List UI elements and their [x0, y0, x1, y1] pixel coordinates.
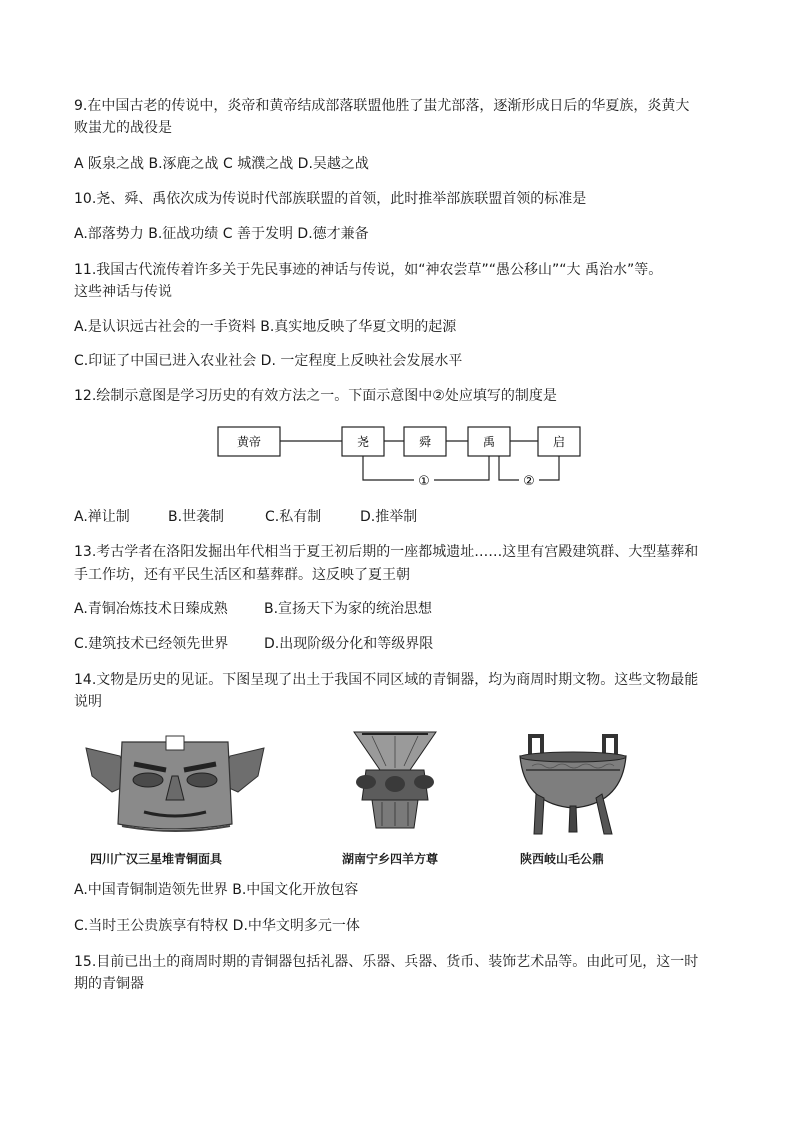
diagram-box-huangdi — [218, 427, 280, 456]
q15-stem-line1: 15.目前已出土的商周时期的青铜器包括礼器、乐器、兵器、货币、装饰艺术品等。由此可见，这一时 — [74, 954, 699, 970]
q9-stem-line2: 败蚩尤的战役是 — [74, 120, 172, 136]
q13-option-b: B.宣扬天下为家的统治思想 — [264, 601, 433, 617]
q14-stem-line2: 说明 — [74, 694, 102, 710]
succession-diagram — [216, 422, 586, 492]
q14-options-ab: A.中国青铜制造领先世界 B.中国文化开放包容 — [74, 882, 359, 898]
caption-four-ram-zun: 湖南宁乡四羊方尊 — [342, 852, 439, 866]
q10-stem: 10.尧、舜、禹依次成为传说时代部族联盟的首领，此时推举部族联盟首领的标准是 — [74, 191, 587, 207]
diagram-box-qi — [538, 427, 580, 456]
svg-text:尧: 尧 — [356, 435, 370, 449]
q13-option-d: D.出现阶级分化和等级界限 — [264, 636, 434, 652]
caption-sanxingdui-mask: 四川广汉三星堆青铜面具 — [90, 852, 223, 866]
q11-options-ab: A.是认识远古社会的一手资料 B.真实地反映了华夏文明的起源 — [74, 319, 457, 335]
q12-option-a: A.禅让制 — [74, 509, 130, 525]
diagram-marker-2: ② — [523, 474, 535, 489]
sanxingdui-mask-image — [82, 734, 268, 838]
q15-stem-line2: 期的青铜器 — [74, 976, 144, 992]
diagram-marker-1: ① — [418, 474, 430, 489]
q13-stem-line2: 手工作坊，还有平民生活区和墓葬群。这反映了夏王朝 — [74, 567, 410, 583]
svg-text:黄帝: 黄帝 — [236, 435, 262, 449]
q13-option-c: C.建筑技术已经领先世界 — [74, 636, 229, 652]
q13-option-a: A.青铜冶炼技术日臻成熟 — [74, 601, 228, 617]
svg-text:禹: 禹 — [482, 435, 496, 449]
q9-stem-line1: 9.在中国古老的传说中，炎帝和黄帝结成部落联盟他胜了蚩尤部落，逐渐形成日后的华夏族，炎黄大 — [74, 98, 690, 114]
maogong-ding-image — [514, 732, 632, 838]
q12-stem: 12.绘制示意图是学习历史的有效方法之一。下面示意图中②处应填写的制度是 — [74, 388, 557, 404]
q10-options: A.部落势力 B.征战功绩 C 善于发明 D.德才兼备 — [74, 226, 369, 242]
svg-text:启: 启 — [552, 435, 566, 449]
q12-option-c: C.私有制 — [265, 509, 322, 525]
svg-text:舜: 舜 — [418, 435, 432, 449]
q11-options-cd: C.印证了中国已进入农业社会 D. 一定程度上反映社会发展水平 — [74, 353, 463, 369]
q13-stem-line1: 13.考古学者在洛阳发掘出年代相当于夏王初后期的一座都城遗址……这里有宫殿建筑群、大型墓葬和 — [74, 544, 699, 560]
q11-stem-line2: 这些神话与传说 — [74, 284, 172, 300]
q12-option-b: B.世袭制 — [168, 509, 225, 525]
q14-options-cd: C.当时王公贵族享有特权 D.中华文明多元一体 — [74, 918, 360, 934]
diagram-box-shun — [404, 427, 446, 456]
diagram-box-yao — [342, 427, 384, 456]
diagram-box-yu — [468, 427, 510, 456]
caption-maogong-ding: 陕西岐山毛公鼎 — [520, 852, 605, 866]
q9-options: A 阪泉之战 B.涿鹿之战 C 城濮之战 D.吴越之战 — [74, 156, 369, 172]
q11-stem-line1: 11.我国古代流传着许多关于先民事迹的神话与传说，如“神农尝草”“愚公移山”“大 禹治水”等。 — [74, 262, 663, 278]
q12-option-d: D.推举制 — [360, 509, 418, 525]
q14-stem-line1: 14.文物是历史的见证。下图呈现了出土于我国不同区域的青铜器，均为商周时期文物。这些文物最能 — [74, 672, 699, 688]
four-ram-zun-image — [352, 728, 438, 832]
